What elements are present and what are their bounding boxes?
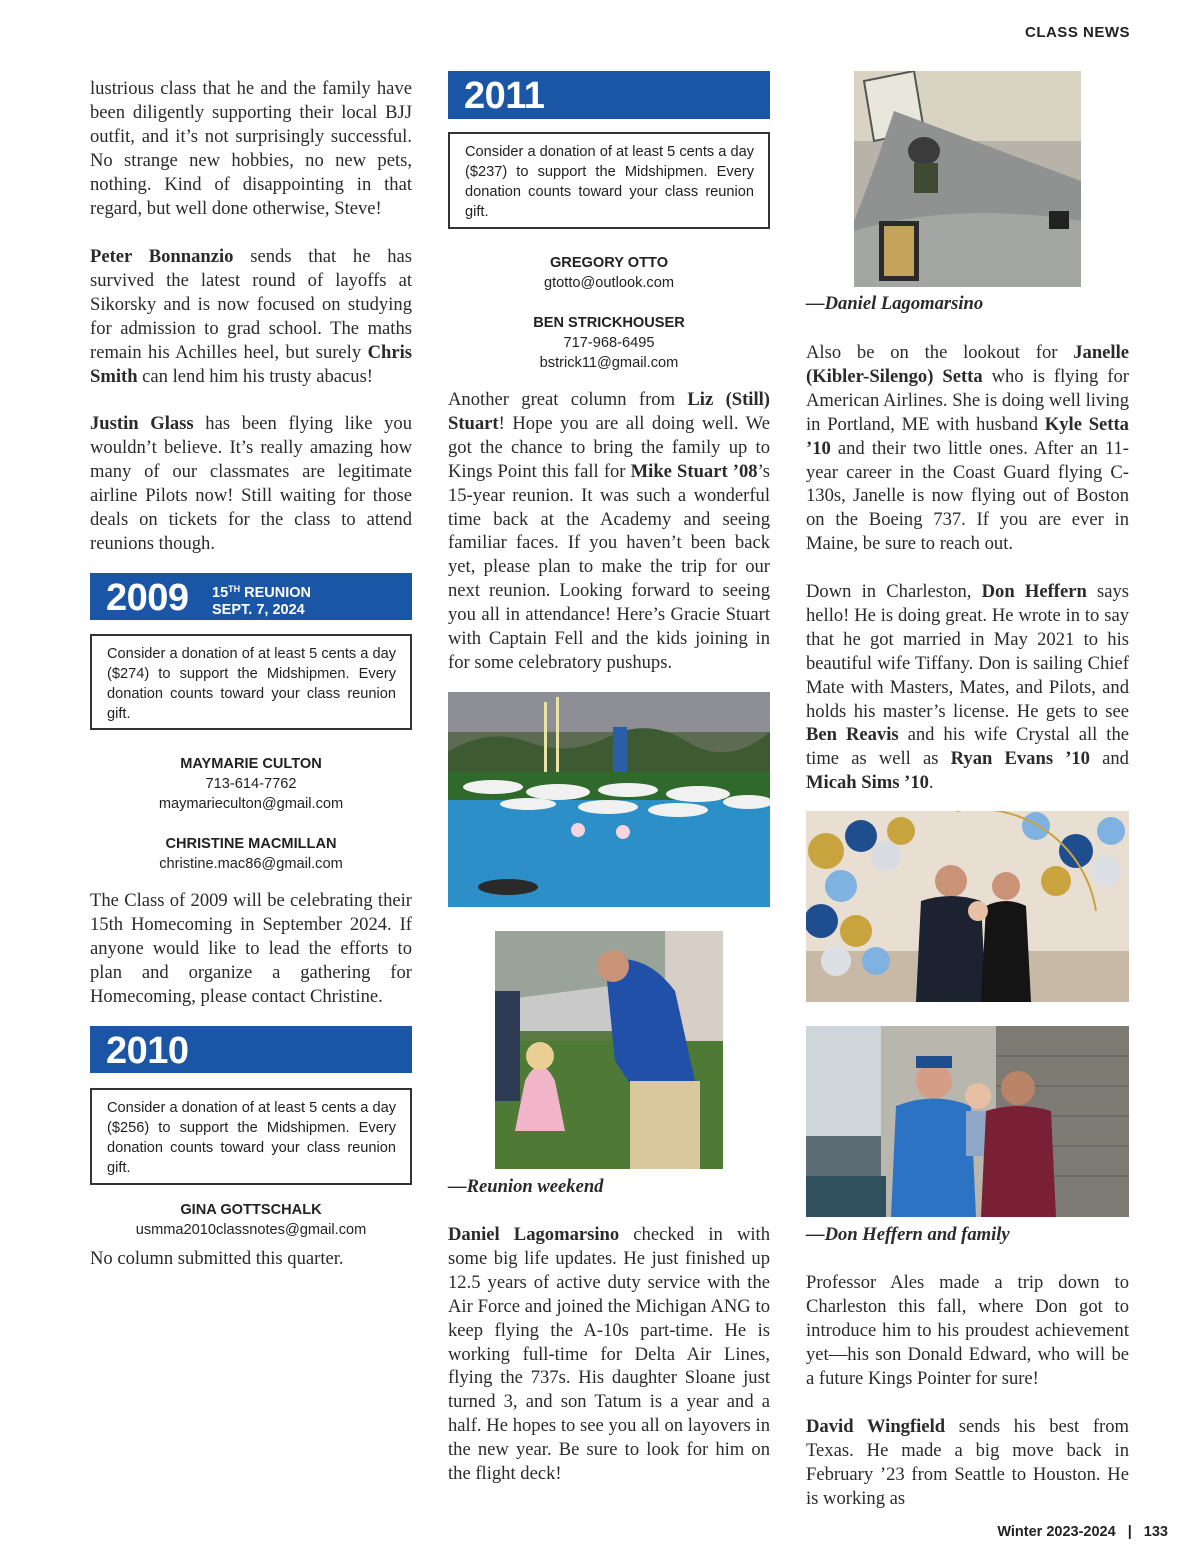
class-2009-paragraph: The Class of 2009 will be celebrating their 15th Homecoming in September 2024. If anyone would like to lead the efforts to plan and organize a gathering for Homecoming, please contact Christine. <box>90 890 412 1007</box>
footer-separator: | <box>1127 1524 1132 1540</box>
justin-paragraph: Justin Glass has been flying like you wouldn’t believe. It’s really amazing how many of our classmates are legitimate airline Pilots now! Still waiting for those deals on tickets for the class to attend reunions though. <box>90 413 412 554</box>
a10-cockpit-photo <box>854 71 1081 287</box>
page-number: 133 <box>1143 1524 1168 1540</box>
class-year: 2009 <box>106 577 189 619</box>
donation-box-2010: Consider a donation of at least 5 cents a day ($256) to support the Midshipmen. Every donation counts toward your class reunion gift. <box>90 1088 412 1185</box>
contact-email[interactable]: christine.mac86@gmail.com <box>159 856 343 872</box>
person-name: Janelle (Kibler-Silengo) Setta <box>806 342 1129 387</box>
contact-ben: BEN STRICKHOUSER 717-968-6495 bstrick11@gmail.com <box>448 313 770 373</box>
person-name: Mike Stuart ’08 <box>630 460 758 482</box>
contact-email[interactable]: gtotto@outlook.com <box>543 275 674 291</box>
daniel-paragraph: Daniel Lagomarsino checked in with some big life updates. He just finished up 12.5 years of active duty service with the Air Force and joined the Michigan ANG to keep flying the A-10s part-time. He is working full-time for Delta Air Lines, flying the 737s. His daughter Sloane just turned 3, and son Tatum is a year and a half. He hopes to see you all on layovers in the new year. Be sure to look for him on the flight deck! <box>448 1224 771 1485</box>
ales-paragraph: Professor Ales made a trip down to Charleston this fall, where Don got to introduce him to his proudest achievement yet—his son Donald Edward, who will be a future Kings Pointer for sure! <box>806 1272 1129 1389</box>
class-year: 2010 <box>106 1030 189 1072</box>
person-name: Daniel Lagomarsino <box>448 1224 620 1245</box>
contact-email[interactable]: usmma2010classnotes@gmail.com <box>135 1222 367 1238</box>
janelle-paragraph: Also be on the lookout for Janelle (Kibler-Silengo) Setta who is flying for American Airlines. She is doing well living in Portland, ME with husband Kyle Setta ’10 and their two little ones. After an 11-year career in the Coast Guard flying C-130s, Janelle is now flying out of Boston on the Boeing 737. If you are ever in Maine, be sure to reach out. <box>806 342 1129 555</box>
contact-email[interactable]: maymarieculton@gmail.com <box>158 796 344 812</box>
contact-christine: CHRISTINE MACMILLAN christine.mac86@gmail.com <box>90 834 412 874</box>
david-paragraph: David Wingfield sends his best from Texas. He made a big move back in February ’23 from Seattle to Houston. He is working as <box>806 1416 1129 1509</box>
intro-paragraph: lustrious class that he and the family have been diligently supporting their local BJJ outfit, and it’s not surprisingly successful. No strange new hobbies, no new pets, nothing. Kind of disappointing in that regard, but well done otherwise, Steve! <box>90 78 412 219</box>
don-caption: —Don Heffern and family <box>806 1224 1010 1245</box>
reunion-date: SEPT. 7, 2024 <box>212 602 305 618</box>
class-2010-paragraph: No column submitted this quarter. <box>90 1248 344 1269</box>
class-year: 2011 <box>464 75 545 117</box>
family-balloons-photo <box>806 811 1129 1002</box>
daniel-caption: —Daniel Lagomarsino <box>806 293 984 314</box>
donation-box-2011: Consider a donation of at least 5 cents a day ($237) to support the Midshipmen. Every donation counts toward your class reunion gift. <box>448 132 770 229</box>
section-header: CLASS NEWS <box>1024 24 1130 41</box>
contact-phone: 713-614-7762 <box>205 776 297 792</box>
person-name: Liz (Still) Stuart <box>448 389 770 434</box>
person-name: Don Heffern <box>981 581 1087 602</box>
contact-gregory: GREGORY OTTO gtotto@outlook.com <box>448 253 770 293</box>
person-name: Chris Smith <box>90 341 412 387</box>
reunion-caption: —Reunion weekend <box>448 1176 604 1197</box>
pushups-photo <box>448 692 770 907</box>
person-name: Justin Glass <box>90 413 194 434</box>
don-paragraph: Down in Charleston, Don Heffern says hello! He is doing great. He wrote in to say that he got married in May 2021 to his beautiful wife Tiffany. Don is sailing Chief Mate with Masters, Mates, and Pilots, and holds his master’s license. He gets to see Ben Reavis and his wife Crystal all the time as well as Ryan Evans ’10 and Micah Sims ’10. <box>806 581 1129 794</box>
person-name: Micah Sims ’10 <box>806 772 929 794</box>
don-family-photo <box>806 1026 1129 1217</box>
donation-box-2009: Consider a donation of at least 5 cents a day ($274) to support the Midshipmen. Every donation counts toward your class reunion gift. <box>90 634 412 730</box>
person-name: Peter Bonnanzio <box>90 246 234 267</box>
person-name: Ryan Evans ’10 <box>950 748 1090 770</box>
class-2011-banner <box>448 71 770 119</box>
contact-gina: GINA GOTTSCHALK usmma2010classnotes@gmail.com <box>90 1200 412 1240</box>
reunion-kids-photo <box>495 931 723 1169</box>
person-name: David Wingfield <box>806 1416 946 1437</box>
reunion-label: 15TH REUNION SEPT. 7, 2024 <box>212 584 312 618</box>
class-2009-banner <box>90 573 412 620</box>
peter-paragraph: Peter Bonnanzio sends that he has survived the latest round of layoffs at Sikorsky and is now focused on studying for admission to grad school. The maths remain his Achilles heel, but surely Chris Smith can lend him his trusty abacus! <box>90 246 412 387</box>
class-2010-banner <box>90 1026 412 1073</box>
liz-paragraph: Another great column from Liz (Still) Stuart! Hope you are all doing well. We got the chance to bring the family up to Kings Point this fall for Mike Stuart ’08’s 15-year reunion. It was such a wonderful time back at the Academy and seeing familiar faces. If you haven’t been back yet, please plan to make the trip for our next reunion. Looking forward to seeing you all in attendance! Here’s Gracie Stuart with Captain Fell and the kids joining in for some celebratory pushups. <box>448 389 770 673</box>
person-name: Ben Reavis <box>806 724 899 746</box>
contact-email[interactable]: bstrick11@gmail.com <box>539 355 679 371</box>
issue-label: Winter 2023-2024 <box>997 1524 1116 1540</box>
contact-phone: 717-968-6495 <box>563 335 655 351</box>
person-name: Kyle Setta ’10 <box>806 413 1129 459</box>
contact-maymarie: MAYMARIE CULTON 713-614-7762 maymarieculton@gmail.com <box>90 754 412 814</box>
page-footer <box>997 1524 1168 1540</box>
